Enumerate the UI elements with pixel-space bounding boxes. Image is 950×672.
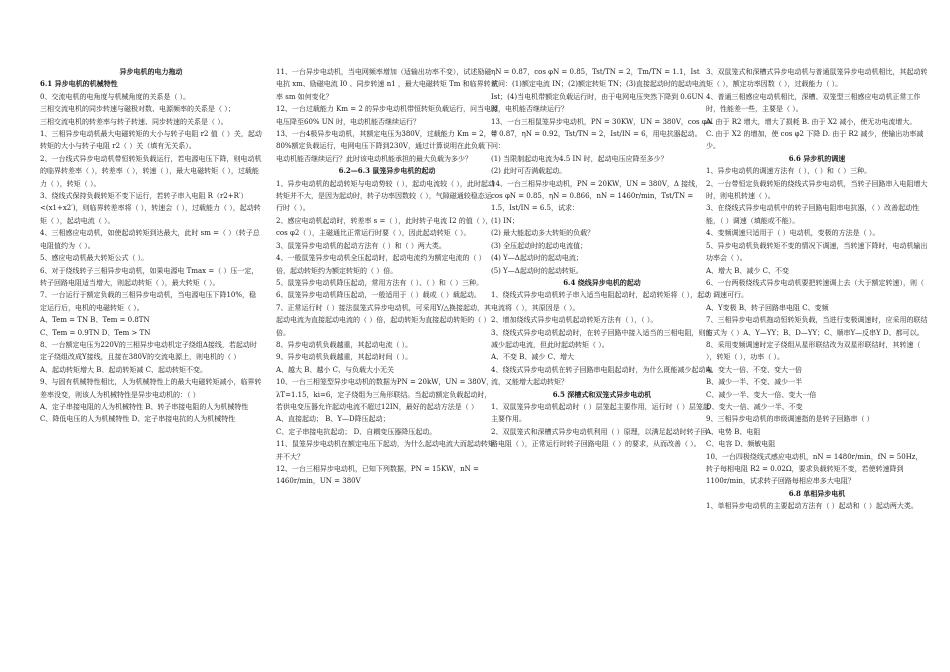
- question-text: 8、一台额定电压为220V的三相异步电动机定子绕组Δ接线，若起动时定子绕组改成Y接线，且接在380V的交流电源上，则电机的（ ）: [40, 340, 257, 362]
- text-column-1: [40, 66, 262, 426]
- question-text: (4) Y—Δ起动时的起动电流；: [491, 254, 583, 263]
- question-text: 1、绕线式异步电动机转子串入适当电阻起动时，起动转矩将（ ），起动电流将（ ），其原因是（ ）。: [491, 291, 712, 312]
- question-text: 1、双鼠笼异步电动机起动时（ ）层笼起主要作用，运行时（ ）层笼起主要作用。: [491, 402, 710, 424]
- question-text: 6、对于绕线转子三相异步电动机，如果电源电 Tmax =（ ）压一定，转子回路电阻适当增大，则起动转矩（ ），最大转矩（ ）。: [40, 266, 259, 287]
- question-text: 2、一台线式异步电动机带恒转矩负载运行，若电源电压下降，则电动机的临界转差率（ ），转差率（ ），转速（ ），最大电磁转矩（ ），过载能力（ ），转矩（ ）。: [40, 154, 262, 188]
- question-text: 4、一般鼠笼异步电动机全压起动时，起动电流约为额定电流的（ ）倍，起动转矩约为额定转矩的（ ）倍。: [276, 254, 486, 275]
- question-text: A、起动转矩增大 B、起动转矩减 C、起动转矩不变。: [40, 365, 208, 374]
- question-text: 4、绕线式异步电动机在转子回路串电阻起动时，为什么既能减少起动电流，又能增大起动转矩？: [491, 365, 713, 387]
- question-text: 14、一台三相异步电动机，PN = 20KW，UN = 380V，Δ 接线，cos φN = 0.85，ηN = 0.866，nN = 1460r/min，Tst/TN = 1.5，Ist/IN = 6.5，试求：: [491, 179, 703, 213]
- question-text: 4、三相感应电动机，如使起动转矩到达最大，此时 sm =（ ）（转子总电阻值约为（ ）。: [40, 229, 260, 250]
- text-column-3: [491, 66, 713, 451]
- question-text: C、降低电压的人为机械特性 D、定子串接电抗的人为机械特性: [40, 415, 236, 424]
- question-text: A、定子串接电阻的人为机械特性 B、转子串接电阻的人为机械特性: [40, 402, 249, 411]
- question-text: 5、鼠笼异步电动机降压起动，常用方法有（ ）、（ ）和（ ）三种。: [276, 278, 484, 287]
- question-text: 7、一台运行于额定负载的三相异步电动机，当电源电压下降10%，稳定运行后，电机的电磁转矩（ ）。: [40, 291, 257, 312]
- question-text: 12、一台三相异步电动机，已知下列数据，PN = 15KW，nN = 1460r/min，UN = 380V: [276, 465, 479, 486]
- question-text: A、增大 B、减少 C、不变: [706, 266, 790, 275]
- question-text: 8、采用变频调速时定子绕组从星形联结改为双星形联结时，其转速（ ），转矩（ ），功率（ ）。: [706, 340, 921, 362]
- question-text: C、Tem = 0.9TN D、Tem > TN: [40, 328, 151, 337]
- question-text: 9、与固有机械特性相比，人为机械特性上的最大电磁转矩减小，临界转差率没变，则该人为机械特性是异步电动机的：（ ）: [40, 378, 262, 399]
- question-text: 5、感应电动机最大转矩公式（ ）。: [40, 254, 149, 263]
- question-text: 3、绕线式异步电动机起动时，在转子回路中接入适当的三相电阻，则能减少起动电流，但此时起动转矩（ ）。: [491, 328, 713, 349]
- question-text: (2) 最大能起动多大转矩的负载？: [491, 229, 595, 238]
- question-text: 1、单相异步电动机的主要起动方法有（ ）起动和（ ）起动两大类。: [706, 502, 918, 511]
- section-heading: 6.8 单相异步电机: [788, 488, 846, 498]
- question-text: C. 由于 X2 的增加，使 cos φ2 下降 D. 由于 R2 减少，使输出功率减少。: [706, 130, 924, 151]
- question-text: 2、增加绕线式异步电动机起动转矩方法有（ ），（ ）。: [491, 316, 658, 325]
- question-text: D、变大一倍、减少一半、不变: [706, 402, 803, 411]
- section-heading: 6.2—6.3 鼠笼异步电机的起动: [338, 166, 436, 176]
- question-text: C、电容 D、频敏电阻: [706, 440, 776, 449]
- question-text: 2、感应电动机起动时，转差率 s =（ ），此时转子电流 I2 的值（ ），cos φ2（ ），主磁通比正常运行时要（ ），因此起动转矩（ ）。: [276, 216, 493, 238]
- question-text: 1、三相异步电动机最大电磁转矩的大小与转子电阻 r2 值（ ）关，起动转矩的大小与转子电阻 r2（ ）关（填有无关系）。: [40, 130, 262, 151]
- question-text: 8、异步电动机负载越重，其起动电流（ ）。: [276, 340, 413, 349]
- question-text: (3) 全压起动时的起动电流值；: [491, 241, 588, 250]
- question-text: C、定子串接电抗起动； D、自耦变压器降压起动。: [276, 427, 437, 436]
- question-text: A、变大一倍、不变、变大一倍: [706, 365, 803, 374]
- question-text: A、Y变极 B、转子回路串电阻 C、变频: [706, 303, 829, 312]
- question-text: 3、鼠笼异步电动机的起动方法有（ ）和（ ）两大类。: [276, 241, 446, 250]
- question-text: 5、异步电动机负载转矩不变的情况下调速，当转速下降时，电动机输出功率会（ ）。: [706, 241, 928, 263]
- question-text: 2、双鼠笼式和深槽式异步电动机利用（ ）原理，以满足起动时转子回路电阻（ ），正常运行时转子回路电阻（ ）的要求，从而改善（ ）。: [491, 427, 708, 449]
- question-text: 三相交流电机的同步转速与磁极对数、电源频率的关系是（ ）；: [40, 105, 235, 114]
- question-text: A、越大 B、越小 C、与负载大小无关: [276, 365, 395, 374]
- question-text: (2) 此时可否满载起动。: [491, 167, 567, 176]
- question-text: 4、变频调速只适用于（ ）电动机，变极的方法是（ ）。: [706, 229, 880, 238]
- question-text: A、电势 B、电阻: [706, 427, 761, 436]
- question-text: 3、双鼠笼式和深槽式异步电动机与普通鼠笼异步电动机相比，其起动转矩（ ），额定功率因数（ ），过载能力（ ）。: [706, 68, 928, 89]
- question-text: 10、一台四极绕线式感应电动机，nN = 1480r/min，fN = 50Hz，转子每相电阻 R2 = 0.02Ω，要求负载转矩不变，若使转速降到 1100r/min，试求转子回路每相应串多大电阻？: [706, 452, 923, 486]
- question-text: A、Tem = TN B、Tem = 0.8TN: [40, 316, 150, 325]
- question-text: (5) Y—Δ起动时的起动转矩。: [491, 266, 583, 275]
- text-column-2: [276, 66, 498, 488]
- question-text: 试问：(1)额定电流 IN；(2)额定转矩 TN；(3)直接起动时的起动电流 Ist；(4)当电机带额定负载运行时，由于电网电压突然下降到 0.6UN 时，电机能否继续运行？: [491, 80, 706, 114]
- question-text: 13、一台三相鼠笼异步电动机，PN = 30KW，UN = 380V，cos φN = 0.87，ηN = 0.92，Tst/TN = 2，Ist/IN = 6，用电抗器起动。问：: [491, 117, 713, 151]
- question-text: 9、三相异步电动机的串级调速指的是转子回路串（ ）: [706, 415, 874, 424]
- question-text: (1) 当限制起动电流为4.5 IN 时，起动电压应降至多少？: [491, 154, 668, 163]
- question-text: C、减少一半、变大一倍、变大一倍: [706, 390, 817, 399]
- question-text: 6、鼠笼异步电动机降压起动，一般适用于（ ）载或（ ）载起动。: [276, 291, 481, 300]
- question-text: 0、交流电机的电角度与机械角度的关系是（ ）。: [40, 92, 191, 101]
- text-column-4: [706, 66, 928, 513]
- question-text: 13、一台4极异步电动机，其额定电压为380V，过载能力 Km = 2，带80%额定负载运行，电网电压下降到230V，通过计算说明在此负载下电动机能否继续运行？此时该电动机能承担的最大负载为多少？: [276, 130, 498, 163]
- question-text: 12、一台过载能力 Km = 2 的异步电动机带恒转矩负载运行，问当电源电压降至60% UN 时，电动机能否继续运行？: [276, 105, 498, 126]
- question-text: A. 由于 R2 增大，增大了损耗 B. 由于 X2 减小，使无功电流增大。: [706, 117, 917, 126]
- question-text: A、不变 B、减少 C、增大: [491, 353, 575, 362]
- question-text: 11、鼠笼异步电动机在额定电压下起动，为什么起动电流大而起动转矩并不大？: [276, 440, 495, 461]
- question-text: ηN = 0.87，cos φN = 0.85，Tst/TN = 2，Tm/TN = 1.1，Ist: [491, 68, 700, 76]
- question-text: 4、普通三相感应电动机相比，深槽、双笼型三相感应电动机正常工作时，性能差一些，主要是（ ）。: [706, 92, 921, 114]
- question-text: 6、一台两极绕线式异步电动机要把转速调上去（大于额定转速），则（ ）调速可行。: [706, 278, 924, 300]
- question-text: (1) IN；: [491, 216, 520, 225]
- question-text: 7、三相异步电动机拖动恒转矩负载，当进行变极调速时，应采用的联结方式为（ ）A、Y—YY；B、D—YY；C、顺串Y—反串Y D、都可以。: [706, 316, 928, 337]
- question-text: 3、绕线式保持负载转矩不变下运行，若转子串入电阻 R（r2+R′）<(x1+x2′)，则临界转差率将（ ），转速会（ ），过载能力（ ），起动转矩（ ），起动电流（ ）。: [40, 192, 261, 225]
- question-text: 1、异步电动机的调速方法有（ ），（ ）和（ ）三种。: [706, 167, 872, 176]
- section-heading: 异步电机的电力拖动: [119, 67, 183, 76]
- question-text: 7、正常运行时（ ）接法鼠笼式异步电动机，可采用Y/△换接起动，其起动电流为直接起动电流的（ ）倍，起动转矩为直接起动转矩的（ ）倍。: [276, 303, 492, 337]
- question-text: 9、异步电动机负载越重，其起动时间（ ）。: [276, 353, 413, 362]
- question-text: A、直接起动； B、Y—D降压起动；: [276, 415, 390, 424]
- question-text: B、减少一半、不变、减少一半: [706, 378, 803, 387]
- question-text: 11、一台异步电动机，当电网频率增加（适输出功率不变），试述励磁电抗 xm、励磁电流 I0 、同步转速 n1 ，最大电磁转矩 Tm 和临界转差率 sm 如何变化？: [276, 68, 498, 101]
- question-text: 1、异步电动机的起动转矩与电动势较（ ），起动电流较（ ），此时起动转矩并不大，是因为起动时，转子功率因数较（ ），气隙磁通较稳态运行时（ ）。: [276, 179, 495, 213]
- section-heading: 6.6 异步机的调速: [788, 153, 846, 163]
- section-heading: 6.5 深槽式和双笼式异步电动机: [552, 389, 652, 399]
- question-text: 3、在绕线式异步电动机中的转子回路电阻串电抗器，（ ）改善起动性能，（ ）调速（填能或不能）。: [706, 204, 920, 225]
- question-text: 三相交流电机的转差率与转子转速、同步转速的关系是（ ）。: [40, 117, 228, 126]
- subsection-heading: 6.1 异步电机的机械特性: [40, 79, 118, 89]
- question-text: 10、一台三相笼型异步电动机的数据为PN = 20kW，UN = 380V，λT=1.15，ki=6，定子绕组为三角形联结。当起动额定负载起动时，若供电变压器允许起动电流不超过12IN，最好的起动方法是（ ）: [276, 378, 494, 411]
- section-heading: 6.4 绕线异步电机的起动: [563, 277, 641, 287]
- question-text: 2、一台带恒定负载转矩的绕线式异步电动机，当转子回路串入电阻增大时，则电机转速（ ）。: [706, 179, 928, 201]
